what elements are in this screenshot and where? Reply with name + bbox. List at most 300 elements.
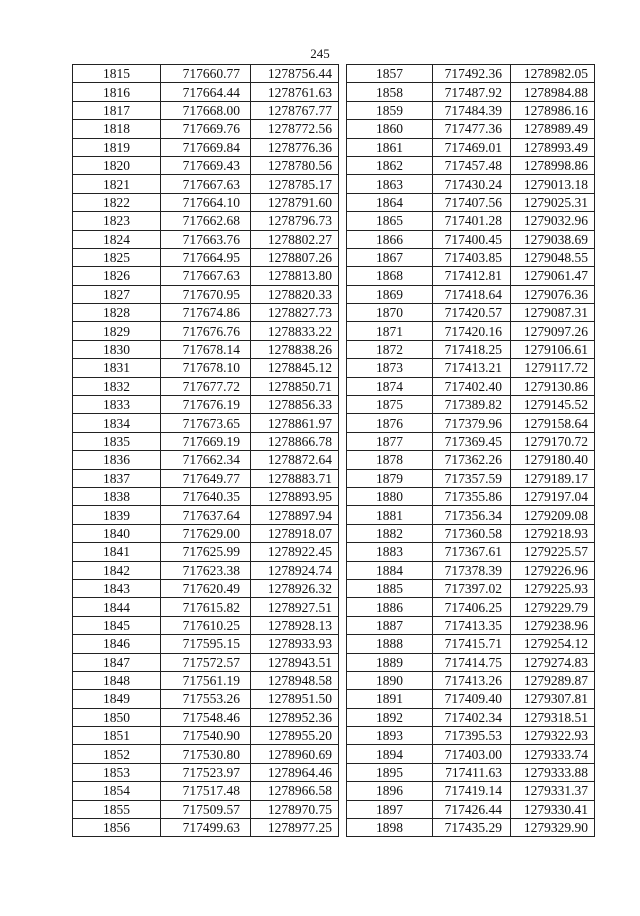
y-coordinate-cell: 1278820.33 <box>251 285 339 303</box>
point-number-cell: 1866 <box>347 230 433 248</box>
y-coordinate-cell: 1279087.31 <box>511 304 595 322</box>
y-coordinate-cell: 1278960.69 <box>251 745 339 763</box>
y-coordinate-cell: 1279038.69 <box>511 230 595 248</box>
point-number-cell: 1874 <box>347 377 433 395</box>
x-coordinate-cell: 717414.75 <box>433 653 511 671</box>
y-coordinate-cell: 1279117.72 <box>511 359 595 377</box>
point-number-cell: 1852 <box>73 745 161 763</box>
table-row <box>73 506 339 524</box>
table-row <box>347 782 595 800</box>
point-number-cell: 1877 <box>347 432 433 450</box>
y-coordinate-cell: 1278955.20 <box>251 727 339 745</box>
table-row <box>347 763 595 781</box>
y-coordinate-cell: 1279076.36 <box>511 285 595 303</box>
y-coordinate-cell: 1278927.51 <box>251 598 339 616</box>
table-row <box>73 579 339 597</box>
table-row <box>347 616 595 634</box>
table-row <box>73 451 339 469</box>
x-coordinate-cell: 717401.28 <box>433 212 511 230</box>
y-coordinate-cell: 1278807.26 <box>251 248 339 266</box>
y-coordinate-cell: 1279180.40 <box>511 451 595 469</box>
x-coordinate-cell: 717402.34 <box>433 708 511 726</box>
point-number-cell: 1894 <box>347 745 433 763</box>
table-row <box>73 285 339 303</box>
table-row <box>347 101 595 119</box>
y-coordinate-cell: 1278761.63 <box>251 83 339 101</box>
point-number-cell: 1881 <box>347 506 433 524</box>
x-coordinate-cell: 717400.45 <box>433 230 511 248</box>
y-coordinate-cell: 1278952.36 <box>251 708 339 726</box>
x-coordinate-cell: 717379.96 <box>433 414 511 432</box>
y-coordinate-cell: 1279274.83 <box>511 653 595 671</box>
y-coordinate-cell: 1278827.73 <box>251 304 339 322</box>
point-number-cell: 1857 <box>347 65 433 83</box>
y-coordinate-cell: 1279145.52 <box>511 396 595 414</box>
x-coordinate-cell: 717420.16 <box>433 322 511 340</box>
x-coordinate-cell: 717477.36 <box>433 120 511 138</box>
x-coordinate-cell: 717669.19 <box>161 432 251 450</box>
table-row <box>347 745 595 763</box>
y-coordinate-cell: 1279025.31 <box>511 193 595 211</box>
table-row <box>73 120 339 138</box>
y-coordinate-cell: 1278897.94 <box>251 506 339 524</box>
table-row <box>73 543 339 561</box>
table-row <box>347 671 595 689</box>
x-coordinate-cell: 717487.92 <box>433 83 511 101</box>
table-row <box>347 138 595 156</box>
point-number-cell: 1850 <box>73 708 161 726</box>
x-coordinate-cell: 717357.59 <box>433 469 511 487</box>
table-row <box>347 156 595 174</box>
x-coordinate-cell: 717673.65 <box>161 414 251 432</box>
table-row <box>73 635 339 653</box>
table-row <box>73 708 339 726</box>
y-coordinate-cell: 1278924.74 <box>251 561 339 579</box>
y-coordinate-cell: 1279226.96 <box>511 561 595 579</box>
x-coordinate-cell: 717669.76 <box>161 120 251 138</box>
y-coordinate-cell: 1278791.60 <box>251 193 339 211</box>
point-number-cell: 1889 <box>347 653 433 671</box>
table-row <box>347 396 595 414</box>
point-number-cell: 1864 <box>347 193 433 211</box>
x-coordinate-cell: 717523.97 <box>161 763 251 781</box>
x-coordinate-cell: 717411.63 <box>433 763 511 781</box>
point-number-cell: 1821 <box>73 175 161 193</box>
y-coordinate-cell: 1279225.93 <box>511 579 595 597</box>
table-row <box>73 267 339 285</box>
table-row <box>347 653 595 671</box>
x-coordinate-cell: 717492.36 <box>433 65 511 83</box>
point-number-cell: 1863 <box>347 175 433 193</box>
y-coordinate-cell: 1279197.04 <box>511 487 595 505</box>
point-number-cell: 1873 <box>347 359 433 377</box>
table-row <box>73 65 339 83</box>
point-number-cell: 1888 <box>347 635 433 653</box>
point-number-cell: 1845 <box>73 616 161 634</box>
x-coordinate-cell: 717678.10 <box>161 359 251 377</box>
point-number-cell: 1831 <box>73 359 161 377</box>
table-row <box>73 414 339 432</box>
y-coordinate-cell: 1279032.96 <box>511 212 595 230</box>
y-coordinate-cell: 1279013.18 <box>511 175 595 193</box>
point-number-cell: 1851 <box>73 727 161 745</box>
x-coordinate-cell: 717530.80 <box>161 745 251 763</box>
table-row <box>73 101 339 119</box>
point-number-cell: 1897 <box>347 800 433 818</box>
point-number-cell: 1835 <box>73 432 161 450</box>
x-coordinate-cell: 717484.39 <box>433 101 511 119</box>
y-coordinate-cell: 1278993.49 <box>511 138 595 156</box>
y-coordinate-cell: 1278977.25 <box>251 819 339 837</box>
point-number-cell: 1833 <box>73 396 161 414</box>
table-row <box>347 65 595 83</box>
x-coordinate-cell: 717553.26 <box>161 690 251 708</box>
table-row <box>347 248 595 266</box>
x-coordinate-cell: 717561.19 <box>161 671 251 689</box>
x-coordinate-cell: 717469.01 <box>433 138 511 156</box>
table-row <box>347 487 595 505</box>
table-row <box>347 285 595 303</box>
table-row <box>347 322 595 340</box>
x-coordinate-cell: 717418.64 <box>433 285 511 303</box>
table-row <box>347 304 595 322</box>
table-row <box>347 598 595 616</box>
y-coordinate-cell: 1279229.79 <box>511 598 595 616</box>
y-coordinate-cell: 1278922.45 <box>251 543 339 561</box>
table-row <box>73 800 339 818</box>
x-coordinate-cell: 717403.85 <box>433 248 511 266</box>
y-coordinate-cell: 1278767.77 <box>251 101 339 119</box>
point-number-cell: 1876 <box>347 414 433 432</box>
point-number-cell: 1872 <box>347 340 433 358</box>
y-coordinate-cell: 1278785.17 <box>251 175 339 193</box>
table-row <box>347 432 595 450</box>
table-row <box>73 83 339 101</box>
x-coordinate-cell: 717412.81 <box>433 267 511 285</box>
y-coordinate-cell: 1279333.74 <box>511 745 595 763</box>
table-row <box>347 193 595 211</box>
x-coordinate-cell: 717629.00 <box>161 524 251 542</box>
coordinate-table-left <box>72 64 339 837</box>
y-coordinate-cell: 1279158.64 <box>511 414 595 432</box>
y-coordinate-cell: 1278776.36 <box>251 138 339 156</box>
y-coordinate-cell: 1278918.07 <box>251 524 339 542</box>
y-coordinate-cell: 1278866.78 <box>251 432 339 450</box>
y-coordinate-cell: 1278933.93 <box>251 635 339 653</box>
point-number-cell: 1879 <box>347 469 433 487</box>
x-coordinate-cell: 717413.35 <box>433 616 511 634</box>
point-number-cell: 1824 <box>73 230 161 248</box>
x-coordinate-cell: 717369.45 <box>433 432 511 450</box>
table-row <box>347 175 595 193</box>
table-row <box>73 396 339 414</box>
y-coordinate-cell: 1278756.44 <box>251 65 339 83</box>
table-row <box>347 635 595 653</box>
y-coordinate-cell: 1279254.12 <box>511 635 595 653</box>
point-number-cell: 1860 <box>347 120 433 138</box>
y-coordinate-cell: 1279333.88 <box>511 763 595 781</box>
y-coordinate-cell: 1278845.12 <box>251 359 339 377</box>
y-coordinate-cell: 1278989.49 <box>511 120 595 138</box>
point-number-cell: 1817 <box>73 101 161 119</box>
point-number-cell: 1854 <box>73 782 161 800</box>
y-coordinate-cell: 1278998.86 <box>511 156 595 174</box>
point-number-cell: 1886 <box>347 598 433 616</box>
point-number-cell: 1883 <box>347 543 433 561</box>
y-coordinate-cell: 1278928.13 <box>251 616 339 634</box>
point-number-cell: 1815 <box>73 65 161 83</box>
table-row <box>73 598 339 616</box>
x-coordinate-cell: 717457.48 <box>433 156 511 174</box>
y-coordinate-cell: 1278850.71 <box>251 377 339 395</box>
point-number-cell: 1884 <box>347 561 433 579</box>
y-coordinate-cell: 1279307.81 <box>511 690 595 708</box>
y-coordinate-cell: 1278970.75 <box>251 800 339 818</box>
table-row <box>73 745 339 763</box>
y-coordinate-cell: 1278966.58 <box>251 782 339 800</box>
y-coordinate-cell: 1278872.64 <box>251 451 339 469</box>
point-number-cell: 1867 <box>347 248 433 266</box>
x-coordinate-cell: 717640.35 <box>161 487 251 505</box>
table-row <box>347 506 595 524</box>
x-coordinate-cell: 717660.77 <box>161 65 251 83</box>
table-row <box>347 727 595 745</box>
x-coordinate-cell: 717678.14 <box>161 340 251 358</box>
coordinate-table-right <box>346 64 595 837</box>
point-number-cell: 1869 <box>347 285 433 303</box>
y-coordinate-cell: 1279322.93 <box>511 727 595 745</box>
x-coordinate-cell: 717668.00 <box>161 101 251 119</box>
point-number-cell: 1861 <box>347 138 433 156</box>
y-coordinate-cell: 1279048.55 <box>511 248 595 266</box>
point-number-cell: 1843 <box>73 579 161 597</box>
y-coordinate-cell: 1278984.88 <box>511 83 595 101</box>
y-coordinate-cell: 1278861.97 <box>251 414 339 432</box>
point-number-cell: 1880 <box>347 487 433 505</box>
x-coordinate-cell: 717540.90 <box>161 727 251 745</box>
x-coordinate-cell: 717674.86 <box>161 304 251 322</box>
x-coordinate-cell: 717670.95 <box>161 285 251 303</box>
table-row <box>347 469 595 487</box>
point-number-cell: 1827 <box>73 285 161 303</box>
point-number-cell: 1895 <box>347 763 433 781</box>
x-coordinate-cell: 717367.61 <box>433 543 511 561</box>
table-row <box>73 193 339 211</box>
point-number-cell: 1840 <box>73 524 161 542</box>
point-number-cell: 1891 <box>347 690 433 708</box>
table-row <box>73 359 339 377</box>
y-coordinate-cell: 1278926.32 <box>251 579 339 597</box>
x-coordinate-cell: 717623.38 <box>161 561 251 579</box>
x-coordinate-cell: 717430.24 <box>433 175 511 193</box>
x-coordinate-cell: 717667.63 <box>161 267 251 285</box>
y-coordinate-cell: 1278780.56 <box>251 156 339 174</box>
point-number-cell: 1829 <box>73 322 161 340</box>
table-row <box>347 230 595 248</box>
x-coordinate-cell: 717663.76 <box>161 230 251 248</box>
point-number-cell: 1834 <box>73 414 161 432</box>
table-row <box>73 561 339 579</box>
point-number-cell: 1870 <box>347 304 433 322</box>
x-coordinate-cell: 717389.82 <box>433 396 511 414</box>
x-coordinate-cell: 717664.44 <box>161 83 251 101</box>
x-coordinate-cell: 717407.56 <box>433 193 511 211</box>
y-coordinate-cell: 1278951.50 <box>251 690 339 708</box>
x-coordinate-cell: 717625.99 <box>161 543 251 561</box>
point-number-cell: 1890 <box>347 671 433 689</box>
point-number-cell: 1868 <box>347 267 433 285</box>
table-row <box>347 800 595 818</box>
point-number-cell: 1839 <box>73 506 161 524</box>
point-number-cell: 1898 <box>347 819 433 837</box>
point-number-cell: 1885 <box>347 579 433 597</box>
x-coordinate-cell: 717669.43 <box>161 156 251 174</box>
table-row <box>73 727 339 745</box>
table-row <box>347 451 595 469</box>
table-row <box>347 83 595 101</box>
x-coordinate-cell: 717548.46 <box>161 708 251 726</box>
x-coordinate-cell: 717615.82 <box>161 598 251 616</box>
x-coordinate-cell: 717435.29 <box>433 819 511 837</box>
point-number-cell: 1875 <box>347 396 433 414</box>
x-coordinate-cell: 717402.40 <box>433 377 511 395</box>
point-number-cell: 1858 <box>347 83 433 101</box>
point-number-cell: 1826 <box>73 267 161 285</box>
table-row <box>73 487 339 505</box>
table-row <box>73 304 339 322</box>
table-row <box>73 175 339 193</box>
x-coordinate-cell: 717378.39 <box>433 561 511 579</box>
x-coordinate-cell: 717664.10 <box>161 193 251 211</box>
y-coordinate-cell: 1279318.51 <box>511 708 595 726</box>
y-coordinate-cell: 1279218.93 <box>511 524 595 542</box>
page-number: 245 <box>310 46 330 61</box>
point-number-cell: 1838 <box>73 487 161 505</box>
x-coordinate-cell: 717610.25 <box>161 616 251 634</box>
point-number-cell: 1825 <box>73 248 161 266</box>
y-coordinate-cell: 1278893.95 <box>251 487 339 505</box>
point-number-cell: 1844 <box>73 598 161 616</box>
point-number-cell: 1841 <box>73 543 161 561</box>
x-coordinate-cell: 717413.21 <box>433 359 511 377</box>
point-number-cell: 1830 <box>73 340 161 358</box>
table-row <box>347 120 595 138</box>
x-coordinate-cell: 717509.57 <box>161 800 251 818</box>
table-row <box>347 579 595 597</box>
table-row <box>347 524 595 542</box>
y-coordinate-cell: 1278982.05 <box>511 65 595 83</box>
y-coordinate-cell: 1278838.26 <box>251 340 339 358</box>
x-coordinate-cell: 717406.25 <box>433 598 511 616</box>
y-coordinate-cell: 1278948.58 <box>251 671 339 689</box>
table-row <box>73 616 339 634</box>
point-number-cell: 1837 <box>73 469 161 487</box>
y-coordinate-cell: 1278813.80 <box>251 267 339 285</box>
x-coordinate-cell: 717499.63 <box>161 819 251 837</box>
point-number-cell: 1853 <box>73 763 161 781</box>
point-number-cell: 1887 <box>347 616 433 634</box>
point-number-cell: 1855 <box>73 800 161 818</box>
y-coordinate-cell: 1278856.33 <box>251 396 339 414</box>
x-coordinate-cell: 717356.34 <box>433 506 511 524</box>
point-number-cell: 1859 <box>347 101 433 119</box>
table-row <box>73 671 339 689</box>
x-coordinate-cell: 717355.86 <box>433 487 511 505</box>
y-coordinate-cell: 1279289.87 <box>511 671 595 689</box>
table-row <box>347 267 595 285</box>
x-coordinate-cell: 717676.76 <box>161 322 251 340</box>
table-row <box>347 561 595 579</box>
x-coordinate-cell: 717362.26 <box>433 451 511 469</box>
point-number-cell: 1893 <box>347 727 433 745</box>
point-number-cell: 1865 <box>347 212 433 230</box>
x-coordinate-cell: 717413.26 <box>433 671 511 689</box>
y-coordinate-cell: 1278833.22 <box>251 322 339 340</box>
x-coordinate-cell: 717667.63 <box>161 175 251 193</box>
x-coordinate-cell: 717662.34 <box>161 451 251 469</box>
table-row <box>73 230 339 248</box>
y-coordinate-cell: 1279189.17 <box>511 469 595 487</box>
table-row <box>73 653 339 671</box>
table-row <box>347 543 595 561</box>
point-number-cell: 1836 <box>73 451 161 469</box>
point-number-cell: 1816 <box>73 83 161 101</box>
y-coordinate-cell: 1279130.86 <box>511 377 595 395</box>
table-row <box>347 340 595 358</box>
point-number-cell: 1892 <box>347 708 433 726</box>
y-coordinate-cell: 1279106.61 <box>511 340 595 358</box>
x-coordinate-cell: 717676.19 <box>161 396 251 414</box>
x-coordinate-cell: 717418.25 <box>433 340 511 358</box>
table-row <box>73 819 339 837</box>
table-row <box>347 819 595 837</box>
point-number-cell: 1896 <box>347 782 433 800</box>
table-row <box>73 763 339 781</box>
x-coordinate-cell: 717669.84 <box>161 138 251 156</box>
y-coordinate-cell: 1279329.90 <box>511 819 595 837</box>
table-row <box>73 690 339 708</box>
table-row <box>73 322 339 340</box>
x-coordinate-cell: 717426.44 <box>433 800 511 818</box>
x-coordinate-cell: 717397.02 <box>433 579 511 597</box>
table-row <box>73 469 339 487</box>
table-row <box>73 524 339 542</box>
point-number-cell: 1820 <box>73 156 161 174</box>
y-coordinate-cell: 1278802.27 <box>251 230 339 248</box>
table-row <box>347 708 595 726</box>
y-coordinate-cell: 1279061.47 <box>511 267 595 285</box>
x-coordinate-cell: 717395.53 <box>433 727 511 745</box>
x-coordinate-cell: 717572.57 <box>161 653 251 671</box>
y-coordinate-cell: 1279238.96 <box>511 616 595 634</box>
y-coordinate-cell: 1278772.56 <box>251 120 339 138</box>
point-number-cell: 1849 <box>73 690 161 708</box>
point-number-cell: 1842 <box>73 561 161 579</box>
table-row <box>73 340 339 358</box>
x-coordinate-cell: 717403.00 <box>433 745 511 763</box>
table-row <box>73 212 339 230</box>
table-row <box>347 690 595 708</box>
y-coordinate-cell: 1278964.46 <box>251 763 339 781</box>
x-coordinate-cell: 717649.77 <box>161 469 251 487</box>
point-number-cell: 1847 <box>73 653 161 671</box>
x-coordinate-cell: 717677.72 <box>161 377 251 395</box>
table-row <box>347 359 595 377</box>
point-number-cell: 1823 <box>73 212 161 230</box>
point-number-cell: 1846 <box>73 635 161 653</box>
y-coordinate-cell: 1279097.26 <box>511 322 595 340</box>
x-coordinate-cell: 717420.57 <box>433 304 511 322</box>
